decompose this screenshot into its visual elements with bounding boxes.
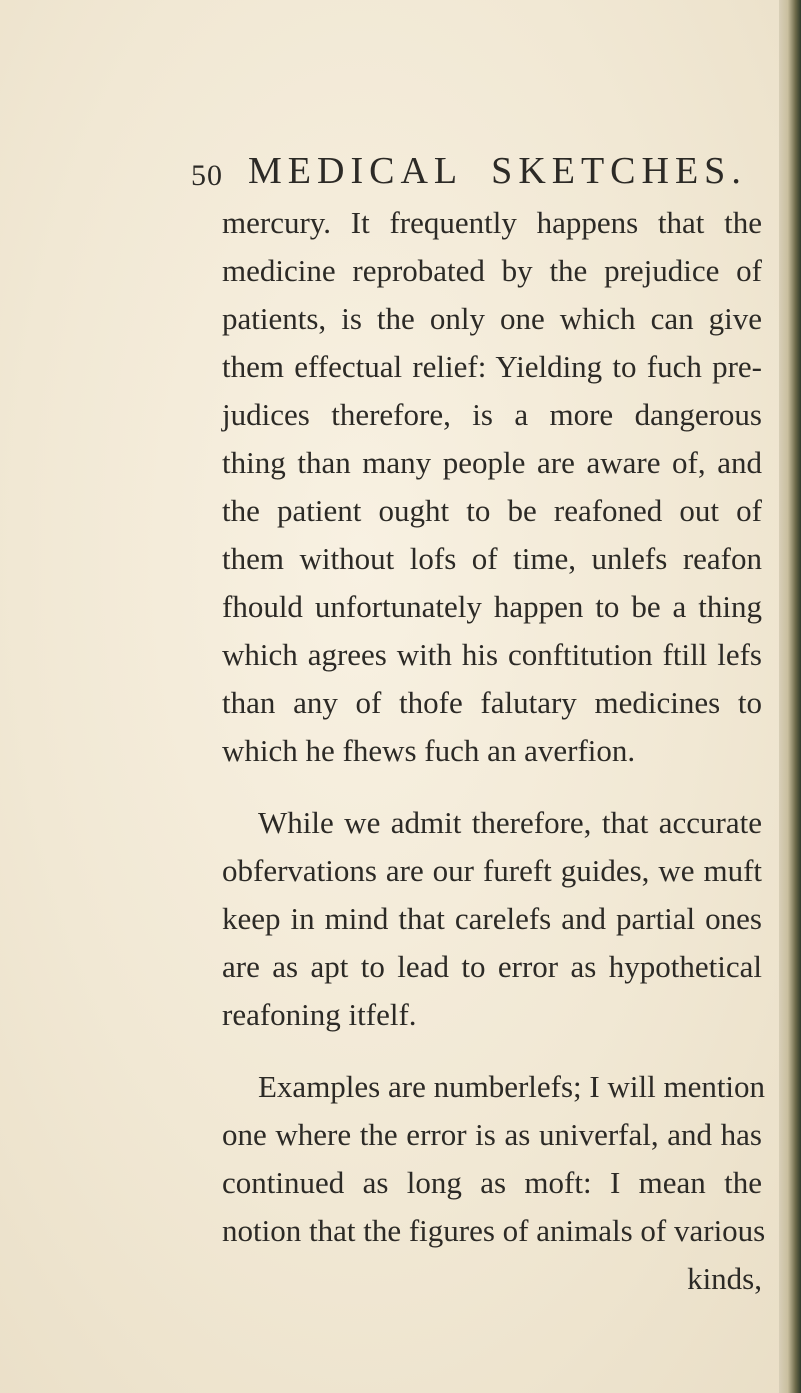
page-number: 50 [191, 159, 223, 192]
text-line: them without lofs of time, unlefs reafon [222, 541, 762, 576]
text-line: continued as long as moft: I mean the [222, 1165, 762, 1200]
text-line: While we admit therefore, that accurate [258, 805, 762, 840]
text-line: medicine reprobated by the prejudice of [222, 253, 762, 288]
text-line: patients, is the only one which can give [222, 301, 762, 336]
text-line: reafoning itfelf. [222, 997, 417, 1032]
text-line: judices therefore, is a more dangerous [222, 397, 762, 432]
text-line: which agrees with his conftitution ftill lefs [222, 637, 762, 672]
text-line: are as apt to lead to error as hypothetical [222, 949, 762, 984]
catchword: kinds, [687, 1261, 762, 1296]
text-line: Examples are numberlefs; I will mention [258, 1069, 766, 1104]
page-edge [779, 0, 801, 1393]
text-line: the patient ought to be reafoned out of [222, 493, 762, 528]
text-line: thing than many people are aware of, and [222, 445, 762, 480]
paragraph-gap [222, 775, 762, 799]
text-line: which he fhews fuch an averfion. [222, 733, 636, 768]
paragraph-gap [222, 1039, 762, 1063]
text-line: obfervations are our fureft guides, we muft [222, 853, 762, 888]
text-line: one where the error is as univerfal, and has [222, 1117, 762, 1152]
text-line: notion that the figures of animals of various [222, 1213, 766, 1248]
text-line: them effectual relief: Yielding to fuch pre- [222, 349, 762, 384]
paragraph [222, 799, 762, 1039]
paragraph [222, 1063, 766, 1255]
page-header [0, 143, 801, 193]
text-line: keep in mind that carelefs and partial ones [222, 901, 762, 936]
paragraph [222, 199, 762, 775]
running-head: MEDICAL SKETCHES. [248, 150, 747, 192]
text-line: than any of thofe falutary medicines to [222, 685, 762, 720]
text-line: fhould unfortunately happen to be a thing [222, 589, 762, 624]
body-text [222, 199, 766, 1303]
text-line: mercury. It frequently happens that the [222, 205, 762, 240]
